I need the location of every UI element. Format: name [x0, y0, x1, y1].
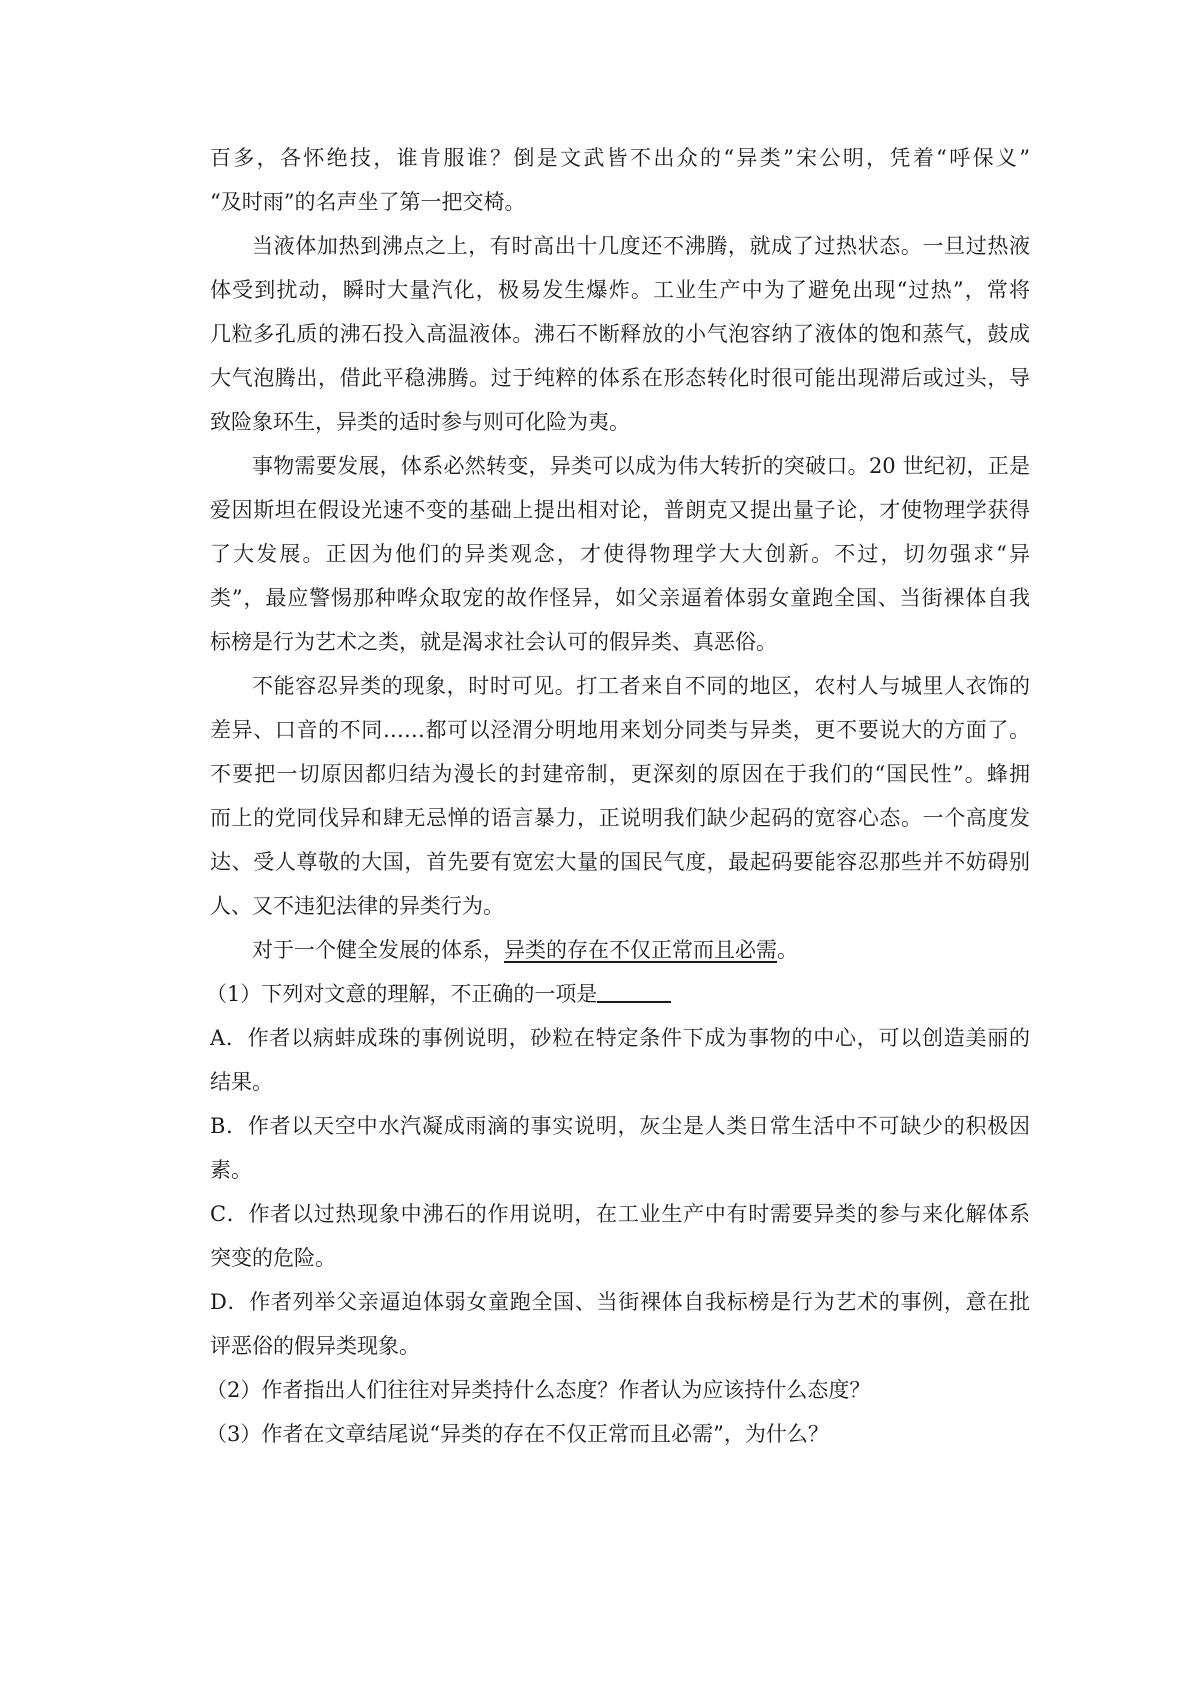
passage-line: 达、受人尊敬的大国，首先要有宽宏大量的国民气度，最起码要能容忍那些并不妨碍别 [210, 850, 1030, 874]
passage-line: 类”，最应警惕那种哗众取宠的故作怪异，如父亲逼着体弱女童跑全国、当街裸体自我 [210, 586, 1030, 610]
underlined-key-sentence: 异类的存在不仅正常而且必需 [504, 938, 777, 962]
passage-line: 几粒多孔质的沸石投入高温液体。沸石不断释放的小气泡容纳了液体的饱和蒸气，鼓成 [210, 322, 1030, 346]
conclusion-line [252, 935, 1030, 965]
question-1-text: （1）下列对文意的理解，不正确的一项是 [206, 982, 598, 1006]
question-2: （2）作者指出人们往往对异类持什么态度？作者认为应该持什么态度？ [206, 1378, 871, 1402]
passage-line: 百多，各怀绝技，谁肯服谁？倒是文武皆不出众的“异类”宋公明，凭着“呼保义” [210, 146, 1030, 170]
question-1-stem [206, 979, 1026, 1009]
passage-line: 不能容忍异类的现象，时时可见。打工者来自不同的地区，农村人与城里人衣饰的 [252, 674, 1030, 698]
option-a-cont: 结果。 [210, 1070, 273, 1094]
conclusion-tail: 。 [777, 938, 798, 962]
option-c: C．作者以过热现象中沸石的作用说明，在工业生产中有时需要异类的参与来化解体系 [210, 1202, 1030, 1226]
passage-line: 体受到扰动，瞬时大量汽化，极易发生爆炸。工业生产中为了避免出现“过热”，常将 [210, 278, 1030, 302]
question-3: （3）作者在文章结尾说“异类的存在不仅正常而且必需”，为什么？ [206, 1422, 829, 1446]
passage-line: 不要把一切原因都归结为漫长的封建帝制，更深刻的原因在于我们的“国民性”。蜂拥 [210, 762, 1030, 786]
passage-line: “及时雨”的名声坐了第一把交椅。 [210, 190, 526, 214]
option-a: A．作者以病蚌成珠的事例说明，砂粒在特定条件下成为事物的中心，可以创造美丽的 [210, 1026, 1030, 1050]
option-d: D．作者列举父亲逼迫体弱女童跑全国、当街裸体自我标榜是行为艺术的事例，意在批 [210, 1290, 1030, 1314]
option-b: B．作者以天空中水汽凝成雨滴的事实说明，灰尘是人类日常生活中不可缺少的积极因 [210, 1114, 1030, 1138]
option-b-cont: 素。 [210, 1158, 252, 1182]
option-c-cont: 突变的危险。 [210, 1246, 336, 1270]
answer-blank [597, 981, 671, 1003]
passage-line: 了大发展。正因为他们的异类观念，才使得物理学大大创新。不过，切勿强求“异 [210, 542, 1030, 566]
passage-line: 致险象环生，异类的适时参与则可化险为夷。 [210, 410, 630, 434]
passage-line: 当液体加热到沸点之上，有时高出十几度还不沸腾，就成了过热状态。一旦过热液 [252, 234, 1030, 258]
passage-line: 而上的党同伐异和肆无忌惮的语言暴力，正说明我们缺少起码的宽容心态。一个高度发 [210, 806, 1030, 830]
passage-line: 差异、口音的不同……都可以泾渭分明地用来划分同类与异类，更不要说大的方面了。 [210, 718, 1030, 742]
passage-line: 事物需要发展，体系必然转变，异类可以成为伟大转折的突破口。20 世纪初，正是 [252, 454, 1030, 478]
passage-line: 爱因斯坦在假设光速不变的基础上提出相对论，普朗克又提出量子论，才使物理学获得 [210, 498, 1030, 522]
conclusion-lead: 对于一个健全发展的体系， [252, 938, 504, 962]
passage-line: 标榜是行为艺术之类，就是渴求社会认可的假异类、真恶俗。 [210, 630, 777, 654]
passage-line: 人、又不违犯法律的异类行为。 [210, 894, 504, 918]
option-d-cont: 评恶俗的假异类现象。 [210, 1334, 420, 1358]
passage-line: 大气泡腾出，借此平稳沸腾。过于纯粹的体系在形态转化时很可能出现滞后或过头，导 [210, 366, 1030, 390]
